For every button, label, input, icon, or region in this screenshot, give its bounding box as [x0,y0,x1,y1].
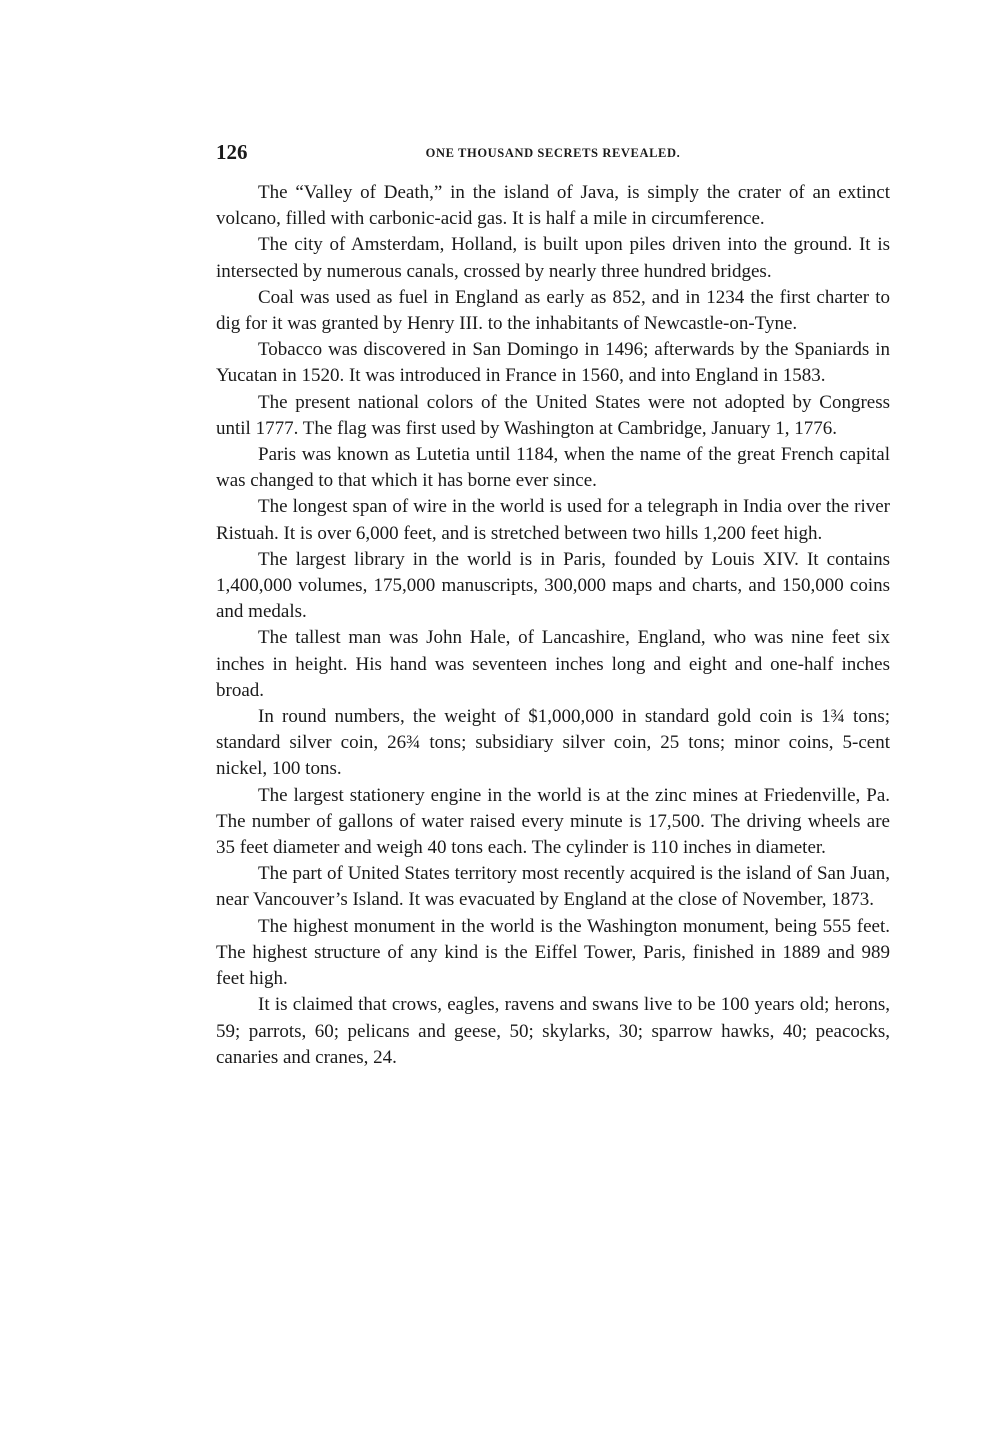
paragraph-tobacco: Tobacco was discovered in San Domingo in 1496; afterwards by the Spaniards in Yucatan in 1520. It was introduced in France in 1560, and into England in 1583. [216,339,890,387]
paragraph-largest-library: The largest library in the world is in Paris, founded by Louis XIV. It contains 1,400,000 volumes, 175,000 manuscripts, 300,000 maps and charts, and 150,000 coins and medals. [216,548,890,623]
paragraph-highest-monument: The highest monument in the world is the Washington monument, being 555 feet. The highest structure of any kind is the Eiffel Tower, Paris, finished in 1889 and 989 feet high. [216,915,890,990]
paragraph-amsterdam: The city of Amsterdam, Holland, is built upon piles driven into the ground. It is intersected by numerous canals, crossed by nearly three hundred bridges. [216,234,890,282]
paragraph-longest-wire: The longest span of wire in the world is used for a telegraph in India over the river Ristuah. It is over 6,000 feet, and is stretched between two hills 1,200 feet high. [216,496,890,544]
paragraph-stationery-engine: The largest stationery engine in the world is at the zinc mines at Friedenville, Pa. The number of gallons of water raised every minute is 17,500. The driving wheels are 35 feet diameter and weigh 40 tons each. The cylinder is 110 inches in diameter. [216,784,890,859]
page-number: 126 [216,140,248,164]
paragraph-paris-lutetia: Paris was known as Lutetia until 1184, when the name of the great French capital was changed to that which it has borne ever since. [216,444,890,492]
page-header [216,140,890,170]
paragraph-tallest-man: The tallest man was John Hale, of Lancashire, England, who was nine feet six inches in height. His hand was seventeen inches long and eight and one-half inches broad. [216,627,890,701]
paragraph-valley-of-death: The “Valley of Death,” in the island of Java, is simply the crater of an extinct volcano, filled with carbonic-acid gas. It is half a mile in circumference. [216,182,890,230]
running-title: ONE THOUSAND SECRETS REVEALED. [425,146,681,160]
paragraph-coal: Coal was used as fuel in England as early as 852, and in 1234 the first charter to dig for it was granted by Henry III. to the inhabitants of Newcastle-on-Tyne. [216,286,890,335]
paragraph-coin-weight: In round numbers, the weight of $1,000,000 in standard gold coin is 1¾ tons; standard silver coin, 26¾ tons; subsidiary silver coin, 25 tons; minor coins, 5-cent nickel, 100 tons. [216,706,890,780]
paragraph-national-colors: The present national colors of the United States were not adopted by Congress until 1777. The flag was first used by Washington at Cambridge, January 1, 1776. [216,391,890,439]
paragraph-san-juan: The part of United States territory most recently acquired is the island of San Juan, near Vancouver’s Island. It was evacuated by England at the close of November, 1873. [216,863,890,911]
body-text [216,180,890,1071]
paragraph-bird-lifespans: It is claimed that crows, eagles, ravens and swans live to be 100 years old; herons, 59; parrots, 60; pelicans and geese, 50; skylarks, 30; sparrow hawks, 40; peacocks, canaries and cranes, 24. [216,994,890,1068]
book-page [216,140,890,1071]
